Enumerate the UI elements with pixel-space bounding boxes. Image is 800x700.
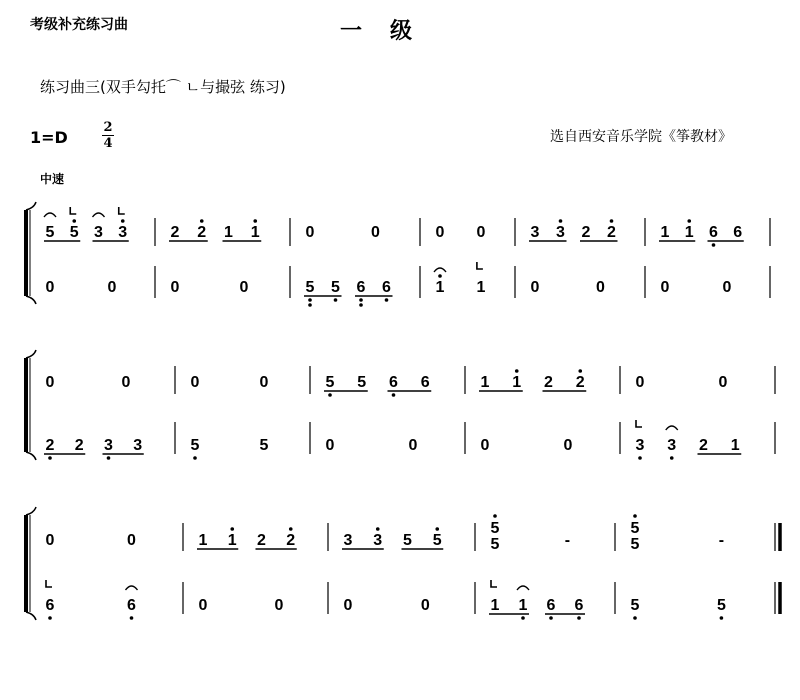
octave-dot-low — [130, 616, 134, 620]
gou-arc — [517, 586, 529, 590]
note: 5 — [432, 532, 442, 549]
note: 1 — [224, 224, 233, 241]
note: 5 — [259, 437, 269, 454]
octave-dot-low — [328, 393, 332, 397]
note: 3 — [343, 532, 353, 549]
note: 6 — [420, 374, 430, 391]
octave-dot-high — [435, 527, 439, 531]
octave-dot-high — [289, 527, 293, 531]
sustain-dash: - — [718, 532, 725, 549]
key-signature: 1=D — [30, 128, 68, 147]
note: 6 — [356, 279, 366, 296]
note: 5 — [403, 532, 412, 549]
octave-dot-low — [359, 303, 363, 307]
note: 0 — [274, 597, 284, 614]
note: 3 — [133, 437, 143, 454]
note: 3 — [635, 437, 645, 454]
octave-dot-low — [392, 393, 396, 397]
note: 1 — [490, 597, 500, 614]
note: 5 — [331, 279, 340, 296]
note: 5 — [45, 224, 55, 241]
note: 1 — [198, 532, 208, 549]
note: 5 — [305, 279, 315, 296]
header-left: 考级补充练习曲 — [30, 17, 128, 33]
bracket-hook — [26, 612, 36, 620]
note: 2 — [170, 224, 180, 241]
note: 0 — [435, 224, 445, 241]
note: 6 — [546, 597, 556, 614]
octave-dot-high — [687, 219, 691, 223]
octave-dot-low — [720, 616, 724, 620]
note: 1 — [518, 597, 528, 614]
note: 1 — [512, 374, 522, 391]
note: 1 — [250, 224, 260, 241]
note: 5 — [190, 437, 200, 454]
note: 0 — [530, 279, 540, 296]
octave-dot-low — [193, 456, 197, 460]
octave-dot-high — [253, 219, 257, 223]
note: 2 — [699, 437, 708, 454]
gou-arc — [93, 213, 105, 217]
octave-dot-low — [107, 456, 111, 460]
octave-dot-high — [515, 369, 519, 373]
note: 0 — [718, 374, 728, 391]
octave-dot-high — [230, 527, 234, 531]
note: 6 — [733, 224, 743, 241]
chord-note-bottom: 5 — [630, 536, 640, 553]
note: 0 — [190, 374, 200, 391]
note: 0 — [45, 374, 55, 391]
octave-dot-low — [48, 456, 52, 460]
note: 1 — [476, 279, 486, 296]
note: 0 — [325, 437, 335, 454]
octave-dot-high — [633, 514, 637, 518]
chord-note-bottom: 5 — [490, 536, 500, 553]
note: 5 — [325, 374, 335, 391]
octave-dot-low — [549, 616, 553, 620]
tuo-mark — [636, 420, 642, 427]
tuo-mark — [70, 207, 76, 214]
gou-arc — [434, 268, 446, 272]
note: 1 — [684, 224, 694, 241]
note: 0 — [305, 224, 315, 241]
note: 0 — [563, 437, 573, 454]
note: 0 — [45, 532, 55, 549]
octave-dot-low — [712, 243, 716, 247]
octave-dot-low — [308, 298, 312, 302]
octave-dot-high — [200, 219, 204, 223]
note: 2 — [45, 437, 55, 454]
octave-dot-high — [376, 527, 380, 531]
note: 3 — [373, 532, 383, 549]
note: 0 — [635, 374, 645, 391]
note: 0 — [370, 224, 380, 241]
octave-dot-low — [577, 616, 581, 620]
bracket-hook — [26, 452, 36, 460]
chord-note-top: 5 — [630, 520, 640, 537]
time-sig-denominator: 4 — [103, 136, 113, 151]
gou-arc — [44, 213, 56, 217]
note: 3 — [667, 437, 677, 454]
octave-dot-low — [521, 616, 525, 620]
note: 2 — [581, 224, 591, 241]
note: 0 — [198, 597, 208, 614]
bracket-hook — [26, 202, 36, 210]
note: 3 — [94, 224, 103, 241]
note: 1 — [730, 437, 740, 454]
bracket-hook — [26, 507, 36, 515]
sustain-dash: - — [564, 532, 571, 549]
octave-dot-high — [438, 274, 442, 278]
note: 0 — [107, 279, 117, 296]
note: 3 — [118, 224, 128, 241]
note: 1 — [227, 532, 237, 549]
gou-arc — [126, 586, 138, 590]
note: 0 — [259, 374, 269, 391]
note: 0 — [476, 224, 486, 241]
note: 5 — [69, 224, 79, 241]
octave-dot-low — [334, 298, 338, 302]
octave-dot-low — [359, 298, 363, 302]
note: 0 — [480, 437, 490, 454]
exercise-subtitle: 练习曲三(双手勾托⌒ ㄴ与撮弦 练习) — [40, 78, 286, 96]
note: 0 — [343, 597, 353, 614]
note: 2 — [544, 374, 553, 391]
note: 0 — [45, 279, 55, 296]
octave-dot-high — [559, 219, 563, 223]
note: 5 — [716, 597, 726, 614]
note: 0 — [420, 597, 430, 614]
note: 0 — [127, 532, 136, 549]
note: 6 — [574, 597, 584, 614]
note: 0 — [239, 279, 249, 296]
octave-dot-low — [638, 456, 642, 460]
tuo-mark — [477, 262, 483, 269]
note: 2 — [286, 532, 296, 549]
level-title: 一级 — [340, 19, 441, 44]
octave-dot-high — [493, 514, 497, 518]
bracket-hook — [26, 350, 36, 358]
bracket-hook — [26, 296, 36, 304]
note: 5 — [357, 374, 367, 391]
source-credit: 选自西安音乐学院《筝教材》 — [550, 129, 732, 145]
tuo-mark — [46, 580, 52, 587]
note: 0 — [722, 279, 732, 296]
note: 1 — [435, 279, 445, 296]
tempo-marking: 中速 — [40, 172, 65, 186]
note: 0 — [595, 279, 605, 296]
note: 3 — [556, 224, 565, 241]
octave-dot-low — [633, 616, 637, 620]
note: 1 — [480, 374, 490, 391]
note: 3 — [530, 224, 540, 241]
tuo-mark — [119, 207, 125, 214]
octave-dot-high — [72, 219, 76, 223]
tuo-mark — [491, 580, 497, 587]
note: 0 — [170, 279, 180, 296]
octave-dot-high — [121, 219, 125, 223]
octave-dot-low — [670, 456, 674, 460]
note: 6 — [45, 597, 55, 614]
note: 2 — [197, 224, 207, 241]
note: 6 — [382, 279, 391, 296]
octave-dot-high — [610, 219, 614, 223]
octave-dot-low — [385, 298, 389, 302]
note: 2 — [257, 532, 266, 549]
note: 2 — [607, 224, 616, 241]
time-sig-numerator: 2 — [103, 120, 113, 135]
note: 5 — [630, 597, 640, 614]
note: 6 — [709, 224, 718, 241]
note: 0 — [660, 279, 670, 296]
octave-dot-low — [308, 303, 312, 307]
note: 6 — [127, 597, 136, 614]
note: 3 — [104, 437, 113, 454]
note: 0 — [121, 374, 131, 391]
note: 0 — [408, 437, 418, 454]
octave-dot-low — [48, 616, 52, 620]
chord-note-top: 5 — [490, 520, 500, 537]
octave-dot-high — [578, 369, 582, 373]
note: 2 — [575, 374, 585, 391]
note: 2 — [74, 437, 84, 454]
note: 1 — [660, 224, 670, 241]
note: 6 — [389, 374, 398, 391]
gou-arc — [666, 426, 678, 430]
